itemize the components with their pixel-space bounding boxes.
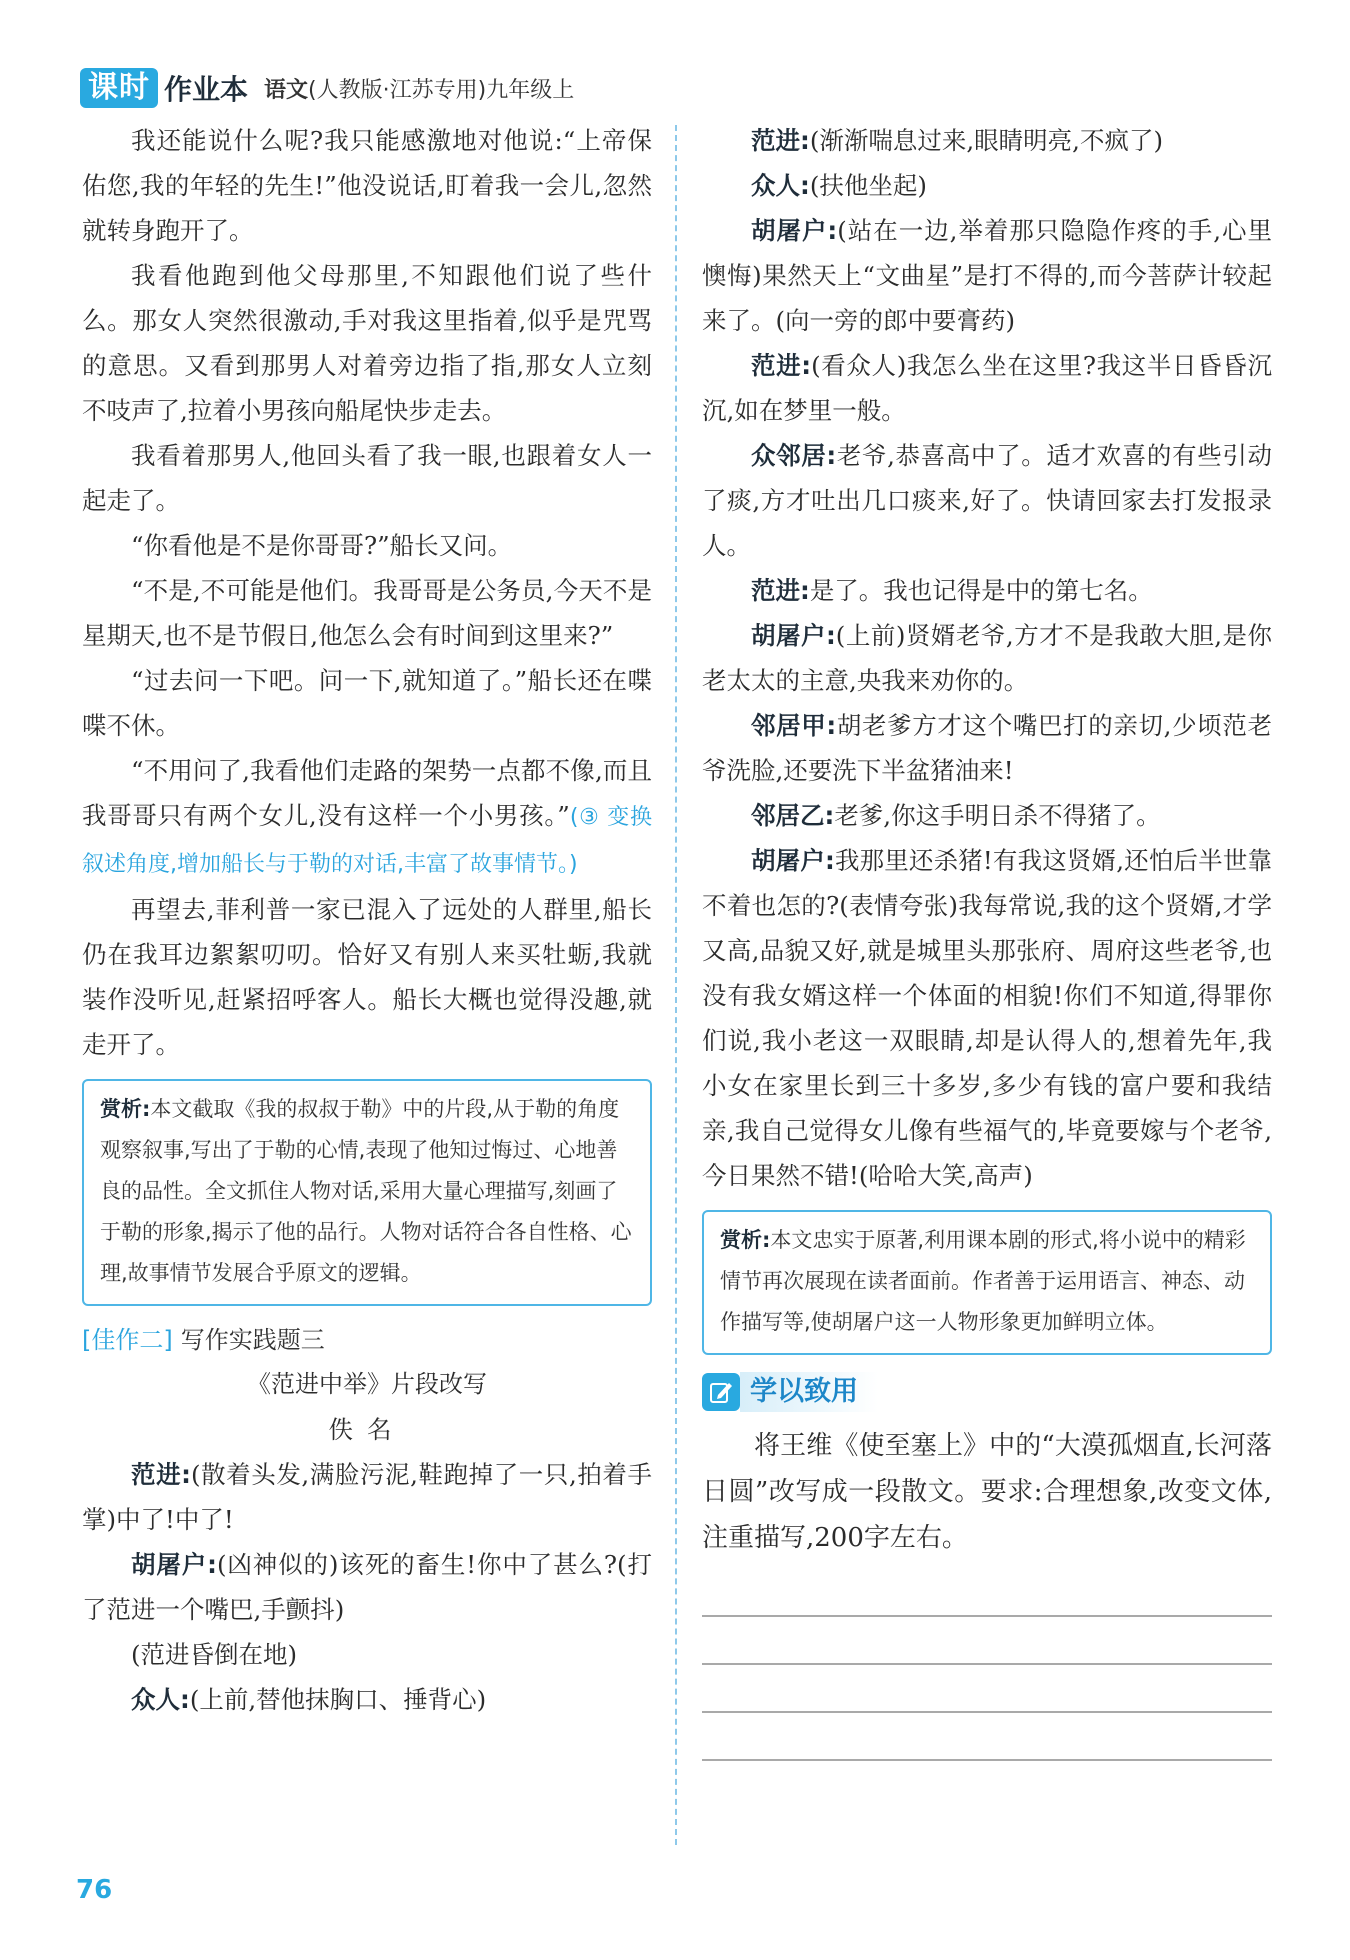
logo-badge: 课时 (80, 68, 158, 108)
speaker: 邻居乙: (751, 801, 835, 830)
script-line (702, 838, 1272, 1198)
script-line (82, 1677, 652, 1722)
speaker: 邻居甲: (751, 711, 837, 740)
paragraph-text: “不用问了,我看他们走路的架势一点都不像,而且我哥哥只有两个女儿,没有这样一个小男孩。” (82, 756, 652, 830)
speaker: 胡屠户: (751, 846, 835, 875)
paragraph: “你看他是不是你哥哥?”船长又问。 (131, 531, 513, 560)
speaker: 众人: (131, 1685, 190, 1714)
edition-label: (人教版·江苏专用)九年级上 (308, 77, 575, 103)
line-text: 是了。我也记得是中的第七名。 (809, 576, 1153, 605)
script-line (702, 703, 1272, 793)
script-line (702, 568, 1272, 613)
script-line (702, 343, 1272, 433)
speaker: 范进: (751, 576, 810, 605)
speaker: 众人: (751, 171, 810, 200)
line-text: (范进昏倒在地) (131, 1640, 298, 1669)
appreciation-label: 赏析: (720, 1228, 771, 1252)
speaker: 胡屠户: (751, 216, 838, 245)
line-text: 老爷,恭喜高中了。适才欢喜的有些引动了痰,方才吐出几口痰来,好了。快请回家去打发报录人。 (702, 441, 1272, 560)
answer-line[interactable] (702, 1569, 1272, 1617)
speaker: 范进: (131, 1460, 191, 1489)
page-number: 76 (76, 1875, 113, 1905)
line-text: 老爹,你这手明日杀不得猪了。 (834, 801, 1161, 830)
speaker: 范进: (751, 126, 810, 155)
script-line (702, 433, 1272, 568)
book-logo (80, 68, 248, 108)
paragraph: 我看他跑到他父母那里,不知跟他们说了些什么。那女人突然很激动,手对我这里指着,似乎是咒骂的意思。又看到那男人对着旁边指了指,那女人立刻不吱声了,拉着小男孩向船尾快步走去。 (82, 261, 652, 425)
appreciation-box (82, 1079, 652, 1306)
script-line (702, 208, 1272, 343)
speaker: 胡屠户: (131, 1550, 217, 1579)
page-header (80, 66, 574, 110)
right-column (702, 118, 1272, 1761)
apply-section-heading (702, 1367, 1272, 1417)
section-title: 写作实践题三 (180, 1325, 325, 1354)
script-line (82, 1542, 652, 1632)
paragraph (82, 748, 652, 887)
left-column (82, 118, 652, 1722)
line-text: (渐渐喘息过来,眼睛明亮,不疯了) (809, 126, 1164, 155)
line-text: (上前)贤婿老爷,方才不是我敢大胆,是你老太太的主意,央我来劝你的。 (702, 621, 1272, 695)
subject-label: 语文 (264, 77, 309, 103)
paragraph: “过去问一下吧。问一下,就知道了。”船长还在喋喋不休。 (82, 666, 652, 740)
paragraph: 我还能说什么呢?我只能感激地对他说:“上帝保佑您,我的年轻的先生!”他没说话,盯着我一会儿,忽然就转身跑开了。 (82, 126, 652, 245)
script-line (702, 613, 1272, 703)
pen-writing-icon (702, 1373, 740, 1411)
line-text: (上前,替他抹胸口、捶背心) (189, 1685, 487, 1714)
answer-line[interactable] (702, 1713, 1272, 1761)
appreciation-text: 本文忠实于原著,利用课本剧的形式,将小说中的精彩情节再次展现在读者面前。作者善于运用语言、神态、动作描写等,使胡屠户这一人物形象更加鲜明立体。 (720, 1228, 1246, 1334)
section-heading (82, 1318, 652, 1362)
answer-area[interactable] (702, 1569, 1272, 1761)
appreciation-text: 本文截取《我的叔叔于勒》中的片段,从于勒的角度观察叙事,写出了于勒的心情,表现了他知过悔过、心地善良的品性。全文抓住人物对话,采用大量心理描写,刻画了于勒的形象,揭示了他的品行。人物对话符合各自性格、心理,故事情节发展合乎原文的逻辑。 (100, 1097, 632, 1285)
script-line (82, 1632, 652, 1677)
line-text: (散着头发,满脸污泥,鞋跑掉了一只,拍着手掌)中了!中了! (82, 1460, 652, 1534)
answer-line[interactable] (702, 1617, 1272, 1665)
essay-author: 佚名 (328, 1415, 406, 1444)
paragraph: 再望去,菲利普一家已混入了远处的人群里,船长仍在我耳边絮絮叨叨。恰好又有别人来买牡蛎,我就装作没听见,赶紧招呼客人。船长大概也觉得没趣,就走开了。 (82, 895, 652, 1059)
script-line (702, 163, 1272, 208)
column-divider (675, 125, 677, 1845)
logo-text: 作业本 (164, 73, 249, 106)
script-line (702, 793, 1272, 838)
section-label: [佳作二] (82, 1325, 173, 1354)
script-line (82, 1452, 652, 1542)
apply-task: 将王维《使至塞上》中的“大漠孤烟直,长河落日圆”改写成一段散文。要求:合理想象,改变文体,注重描写,200字左右。 (702, 1431, 1272, 1553)
speaker: 胡屠户: (751, 621, 836, 650)
header-subtitle (264, 73, 574, 104)
line-text: (站在一边,举着那只隐隐作疼的手,心里懊悔)果然天上“文曲星”是打不得的,而今菩萨计较起来了。(向一旁的郎中要膏药) (702, 216, 1272, 335)
appreciation-box (702, 1210, 1272, 1355)
script-line (702, 118, 1272, 163)
speaker: 众邻居: (751, 441, 837, 470)
appreciation-label: 赏析: (100, 1097, 151, 1121)
paragraph: “不是,不可能是他们。我哥哥是公务员,今天不是星期天,也不是节假日,他怎么会有时间到这里来?” (82, 576, 652, 650)
essay-title: 《范进中举》片段改写 (247, 1370, 487, 1398)
annotation-note: (③ 变换叙述角度,增加船长与于勒的对话,丰富了故事情节。) (82, 805, 652, 877)
answer-line[interactable] (702, 1665, 1272, 1713)
line-text: 胡老爹方才这个嘴巴打的亲切,少顷范老爷洗脸,还要洗下半盆猪油来! (702, 711, 1272, 785)
line-text: (凶神似的)该死的畜生!你中了甚么?(打了范进一个嘴巴,手颤抖) (82, 1550, 652, 1624)
line-text: 我那里还杀猪!有我这贤婿,还怕后半世靠不着也怎的?(表情夸张)我每常说,我的这个贤婿,才学又高,品貌又好,就是城里头那张府、周府这些老爷,也没有我女婿这样一个体面的相貌!你们不知道,得罪你们说,我小老这一双眼睛,却是认得人的,想着先年,我小女在家里长到三十多岁,多少有钱的富户要和我结亲,我自己觉得女儿像有些福气的,毕竟要嫁与个老爷,今日果然不错!(哈哈大笑,高声) (702, 846, 1272, 1190)
paragraph: 我看着那男人,他回头看了我一眼,也跟着女人一起走了。 (82, 441, 652, 515)
line-text: (扶他坐起) (809, 171, 927, 200)
line-text: (看众人)我怎么坐在这里?我这半日昏昏沉沉,如在梦里一般。 (702, 351, 1272, 425)
speaker: 范进: (751, 351, 812, 380)
apply-title: 学以致用 (740, 1372, 878, 1412)
